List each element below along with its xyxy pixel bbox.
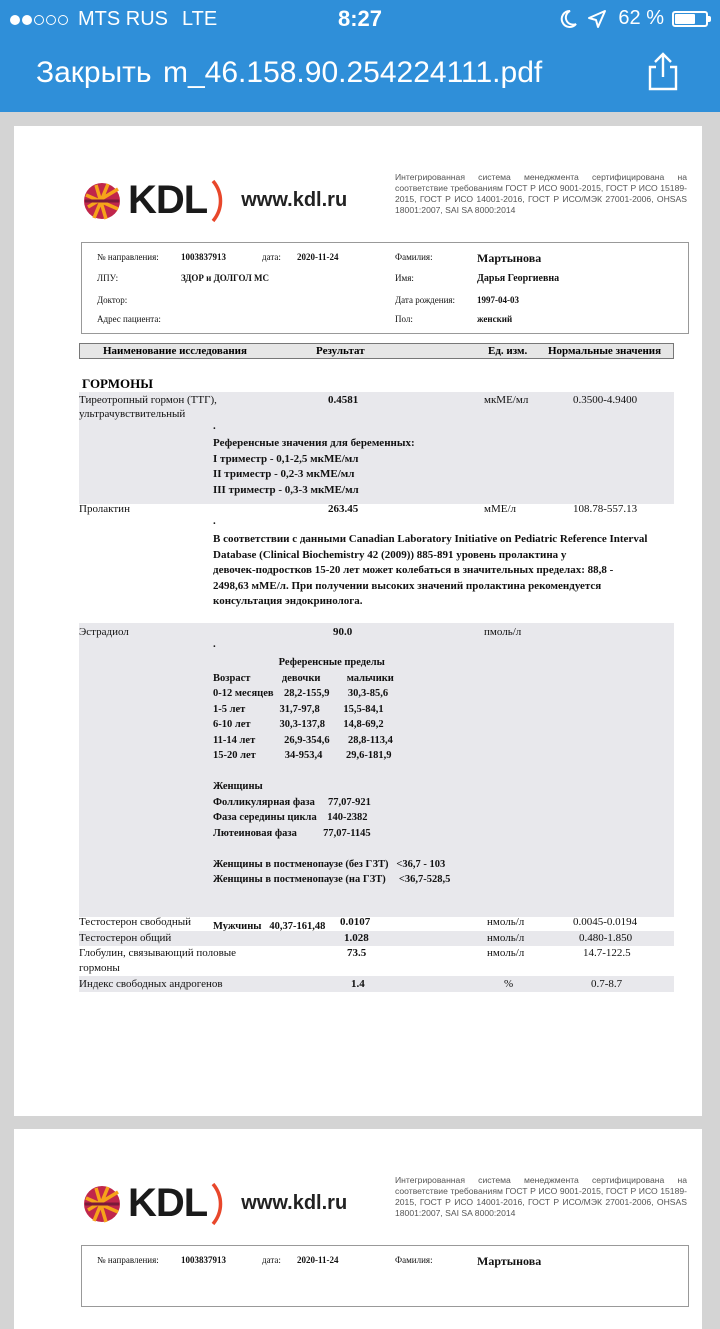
location-arrow-icon [586,9,608,29]
estradiol-note: Референсные пределы Возраст девочки мальчики 0-12 месяцев 28,2-155,9 30,3-85,6 1-5 лет 31,7-97,8 15,5-84,1 6-10 лет 30,3-137,8 14,8-69,2 11-14 лет 26,9-354,6 28,8-113,4 15-20 лет 34-953,4 29,6-181,9 Женщины Фолликулярная фаза 77,07-921 Фаза середины цикла 140-2382 Лютеиновая фаза 77,07-1145 Женщины в постменопаузе (без ГЗТ) <36,7 - 103 Женщины в постменопаузе (на ГЗТ) <36,7-528,5 Мужчины 40,37-161,48 [213,657,451,932]
logo-url: www.kdl.ru [241,189,348,211]
estradiol-name: Эстрадиол [79,626,129,638]
patient-info-box [81,1245,689,1307]
nav-bar [0,40,720,112]
date-label: дата: [262,252,281,262]
referral-label: № направления: [97,1255,159,1265]
result-row-fai [79,976,674,992]
result-row-tsh [79,392,674,504]
battery-percent: 62 % [618,7,664,29]
network-type: LTE [182,8,218,30]
col-unit: Ед. изм. [488,345,528,357]
logo-swoosh-icon [211,1182,223,1226]
row-unit: нмоль/л [487,916,525,928]
col-name: Наименование исследования [103,345,247,357]
status-bar [0,0,720,40]
tsh-unit: мкМЕ/мл [484,394,529,406]
clock: 8:27 [337,6,383,31]
row-norm: 0.480-1.850 [579,932,633,944]
lpu-value: ЗДОР и ДОЛГОЛ МС [181,273,270,283]
carrier: MTS RUS [78,8,168,30]
kdl-logo [82,178,347,223]
pdf-page [14,126,702,1116]
tsh-name: Тиреотропный гормон (ТТГ), [79,394,217,406]
logo-url: www.kdl.ru [241,1192,348,1214]
row-norm: 14.7-122.5 [583,947,631,959]
row-result: 73.5 [347,947,367,959]
row-result: 0.0107 [340,916,371,928]
result-row-shbg [79,946,674,976]
prolactin-note: В соответствии с данными Canadian Laboratory Initiative on Pediatric Reference Interval Database (Clinical Biochemistry 42 (2009)) 885-891 уровень пролактина у девочек-подростков 15-20 лет может колебаться в значительных пределах: 88,8 - 2498,63 мМЕ/л. При получении высоких значений пролактина рекомендуется консультация эндокринолога. [213,533,648,607]
prolactin-unit: мМЕ/л [484,503,517,515]
row-name: Глобулин, связывающий половые [79,947,237,959]
results-table-header [79,343,674,359]
row-name: Тестостерон свободный [79,916,192,928]
address-label: Адрес пациента: [97,314,161,324]
tsh-result: 0.4581 [328,394,359,406]
estradiol-dot: . [213,638,216,650]
doctor-label: Доктор: [97,295,128,305]
logo-swoosh-icon [211,179,223,223]
result-row-testosterone-total [79,931,674,946]
kdl-logo [82,1181,347,1226]
patient-info-box [81,242,689,334]
row-name-2: гормоны [79,962,120,974]
prolactin-norm: 108.78-557.13 [573,503,638,515]
surname-value: Мартынова [477,251,542,265]
prolactin-dot: . [213,515,216,527]
logo-text: KDL [128,178,208,222]
status-right [560,7,708,30]
tsh-note: Референсные значения для беременных: I триместр - 0,1-2,5 мкМЕ/мл II триместр - 0,2-3 мкМЕ/мл III триместр - 0,3-3 мкМЕ/мл [213,437,415,496]
col-norm: Нормальные значения [548,345,662,357]
battery-icon [672,11,708,27]
surname-value: Мартынова [477,1254,542,1268]
tsh-name-2: ультрачувствительный [79,408,186,420]
lpu-label: ЛПУ: [97,273,119,283]
certification-text: Интегрированная система менеджмента сертифицирована на соответствие требованиям ГОСТ Р ИСО 9001-2015, ГОСТ Р ИСО 15189-2015, ГОСТ Р ИСО 14001-2016, ГОСТ Р ИСО/МЭК 27001-2006, OHSAS 18001:2007, SAI SA 8000:2014 [395,1175,687,1218]
estradiol-unit: пмоль/л [484,626,522,638]
section-title: ГОРМОНЫ [82,376,154,391]
referral-value: 1003837913 [181,252,226,262]
date-value: 2020-11-24 [297,252,339,262]
row-norm: 0.7-8.7 [591,978,623,990]
tsh-dot: . [213,420,216,432]
prolactin-name: Пролактин [79,503,130,515]
share-icon[interactable] [645,52,681,92]
referral-value: 1003837913 [181,1255,226,1265]
result-row-prolactin [79,503,674,618]
sex-label: Пол: [395,314,413,324]
birth-value: 1997-04-03 [477,295,519,305]
result-row-testosterone-free [79,916,674,931]
tsh-norm: 0.3500-4.9400 [573,394,638,406]
prolactin-result: 263.45 [328,503,359,515]
date-value: 2020-11-24 [297,1255,339,1265]
surname-label: Фамилия: [395,1255,433,1265]
surname-label: Фамилия: [395,252,433,262]
kdl-ball-icon [82,181,122,221]
row-unit: нмоль/л [487,947,525,959]
sex-value: женский [477,314,513,324]
document-title: m_46.158.90.254224111.pdf [163,56,543,89]
col-result: Результат [316,345,365,357]
name-label: Имя: [395,273,414,283]
row-name: Индекс свободных андрогенов [79,978,223,990]
estradiol-result: 90.0 [333,626,353,638]
referral-label: № направления: [97,252,159,262]
pdf-page-2 [14,1129,702,1329]
moon-icon [560,9,578,29]
logo-text: KDL [128,1181,208,1225]
row-name: Тестостерон общий [79,932,172,944]
row-unit: % [504,978,514,990]
close-button[interactable]: Закрыть [36,56,152,89]
row-result: 1.028 [344,932,369,944]
name-value: Дарья Георгиевна [477,273,560,284]
birth-label: Дата рождения: [395,295,456,305]
row-unit: нмоль/л [487,932,525,944]
row-norm: 0.0045-0.0194 [573,916,638,928]
certification-text: Интегрированная система менеджмента сертифицирована на соответствие требованиям ГОСТ Р ИСО 9001-2015, ГОСТ Р ИСО 15189-2015, ГОСТ Р ИСО 14001-2016, ГОСТ Р ИСО/МЭК 27001-2006, OHSAS 18001:2007, SAI SA 8000:2014 [395,172,687,215]
row-result: 1.4 [351,978,365,990]
date-label: дата: [262,1255,281,1265]
kdl-ball-icon [82,1184,122,1224]
